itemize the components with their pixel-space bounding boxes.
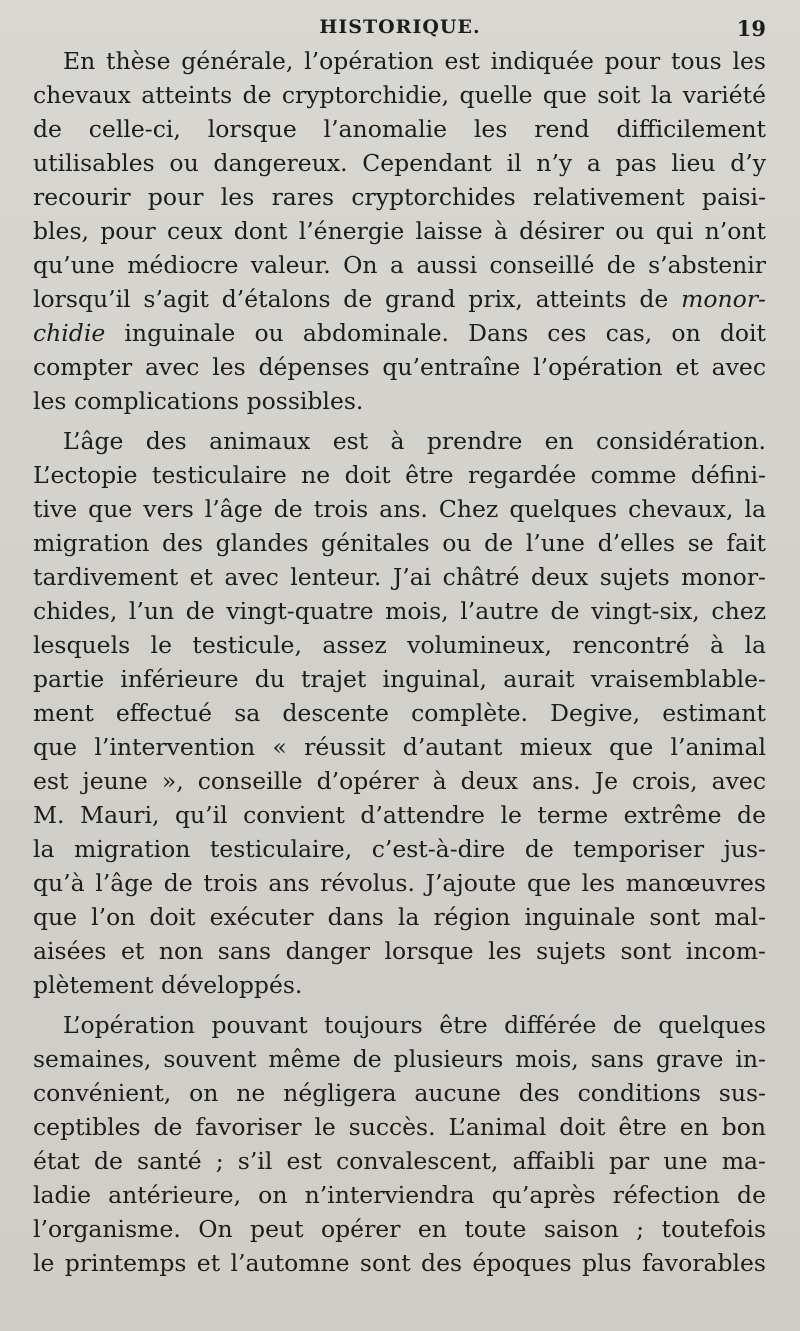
text-line (33, 662, 766, 696)
line-text: lesquels le testicule, assez volumineux, rencontré à la (33, 631, 766, 659)
line-text: ceptibles de favoriser le succès. L’animal doit être en bon (33, 1113, 766, 1141)
line-text: tive que vers l’âge de trois ans. Chez quelques chevaux, la (33, 495, 766, 523)
text-line (33, 866, 766, 900)
line-text: qu’une médiocre valeur. On a aussi conseillé de s’abstenir (33, 251, 766, 279)
line-text: l’organisme. On peut opérer en toute saison ; toutefois (33, 1215, 766, 1243)
line-text: état de santé ; s’il est convalescent, affaibli par une ma- (33, 1147, 766, 1175)
paragraph (33, 1008, 766, 1280)
running-header (0, 6, 800, 40)
text-line (33, 968, 766, 1002)
text-line (33, 934, 766, 968)
text-line (33, 1110, 766, 1144)
text-line (33, 1246, 766, 1280)
text-line (33, 594, 766, 628)
line-text: que l’on doit exécuter dans la région inguinale sont mal- (33, 903, 766, 931)
line-text: utilisables ou dangereux. Cependant il n’y a pas lieu d’y (33, 149, 766, 177)
line-text: qu’à l’âge de trois ans révolus. J’ajoute que les manœuvres (33, 869, 766, 897)
text-line (33, 146, 766, 180)
line-text: L’âge des animaux est à prendre en considération. (63, 427, 766, 455)
line-text: recourir pour les rares cryptorchides relativement paisi- (33, 183, 766, 211)
text-line (33, 832, 766, 866)
text-line (33, 1178, 766, 1212)
text-line (33, 44, 766, 78)
line-text: L’ectopie testiculaire ne doit être regardée comme défini- (33, 461, 766, 489)
line-text: la migration testiculaire, c’est-à-dire de temporiser jus- (33, 835, 766, 863)
text-line (33, 764, 766, 798)
text-line (33, 112, 766, 146)
line-text: En thèse générale, l’opération est indiquée pour tous les (63, 47, 766, 75)
line-text: aisées et non sans danger lorsque les sujets sont incom- (33, 937, 766, 965)
text-line (33, 316, 766, 350)
text-line (33, 78, 766, 112)
page-number: 19 (736, 16, 766, 41)
text-line (33, 458, 766, 492)
text-line (33, 628, 766, 662)
line-text: chides, l’un de vingt-quatre mois, l’autre de vingt-six, chez (33, 597, 766, 625)
text-line (33, 350, 766, 384)
line-text: M. Mauri, qu’il convient d’attendre le terme extrême de (33, 801, 766, 829)
paragraph (33, 424, 766, 1002)
text-line (33, 248, 766, 282)
text-line (33, 1144, 766, 1178)
text-line (33, 180, 766, 214)
line-text: semaines, souvent même de plusieurs mois, sans grave in- (33, 1045, 766, 1073)
line-text: est jeune », conseille d’opérer à deux ans. Je crois, avec (33, 767, 766, 795)
line-text: que l’intervention « réussit d’autant mieux que l’animal (33, 733, 766, 761)
text-line (33, 384, 766, 418)
line-text: les complications possibles. (33, 387, 364, 415)
line-text: lorsqu’il s’agit d’étalons de grand prix, atteints de (33, 285, 669, 313)
text-line (33, 730, 766, 764)
text-line (33, 492, 766, 526)
line-text: L’opération pouvant toujours être différée de quelques (63, 1011, 766, 1039)
line-text: partie inférieure du trajet inguinal, aurait vraisemblable- (33, 665, 766, 693)
text-line (33, 1212, 766, 1246)
text-line (33, 798, 766, 832)
text-line (33, 214, 766, 248)
text-line (33, 560, 766, 594)
text-line (33, 282, 766, 316)
italic-term: chidie (33, 319, 106, 347)
text-line (33, 526, 766, 560)
text-line (33, 424, 766, 458)
line-text: migration des glandes génitales ou de l’une d’elles se fait (33, 529, 766, 557)
line-text: compter avec les dépenses qu’entraîne l’opération et avec (33, 353, 766, 381)
text-line (33, 1008, 766, 1042)
line-text: le printemps et l’automne sont des époques plus favorables (33, 1249, 766, 1277)
text-line (33, 696, 766, 730)
running-title: HISTORIQUE. (319, 16, 481, 38)
text-line (33, 900, 766, 934)
body-text (33, 44, 766, 1280)
text-line (33, 1076, 766, 1110)
line-text: convénient, on ne négligera aucune des conditions sus- (33, 1079, 766, 1107)
line-text: bles, pour ceux dont l’énergie laisse à désirer ou qui n’ont (33, 217, 766, 245)
line-text: inguinale ou abdominale. Dans ces cas, on doit (105, 319, 766, 347)
line-text: ladie antérieure, on n’interviendra qu’après réfection de (33, 1181, 766, 1209)
line-text: ment effectué sa descente complète. Degive, estimant (33, 699, 766, 727)
line-text: de celle-ci, lorsque l’anomalie les rend difficilement (33, 115, 766, 143)
text-line (33, 1042, 766, 1076)
line-text: chevaux atteints de cryptorchidie, quelle que soit la variété (33, 81, 766, 109)
paragraph (33, 44, 766, 418)
line-text: tardivement et avec lenteur. J’ai châtré deux sujets monor- (33, 563, 766, 591)
italic-term: monor- (681, 285, 766, 313)
line-text: plètement développés. (33, 971, 303, 999)
